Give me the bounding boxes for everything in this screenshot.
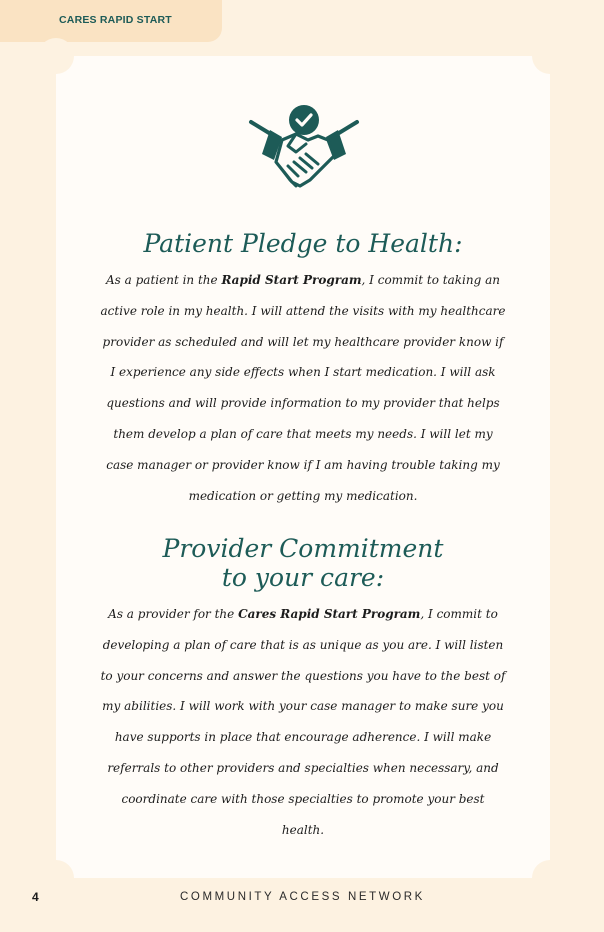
card-corner-notch <box>532 38 568 74</box>
handshake-with-checkmark-icon <box>248 100 360 196</box>
page-number: 4 <box>32 890 39 904</box>
provider-commitment-title <box>56 534 550 592</box>
organization-name: COMMUNITY ACCESS NETWORK <box>180 891 425 903</box>
patient-pledge-text: As a patient in the Rapid Start Program, I commit to taking an active role in my health. I will attend the visits with my healthcare provider as scheduled and will let my healthcare provider know if I experience any side effects when I start medication. I will ask questions and will provide information to my provider that helps them develop a plan of care that meets my needs. I will let my case manager or provider know if I am having trouble taking my medication or getting my medication. <box>100 273 506 503</box>
program-name: Rapid Start Program <box>221 273 362 287</box>
provider-commitment-text: As a provider for the Cares Rapid Start Program, I commit to developing a plan of care that is as unique as you are. I will listen to your concerns and answer the questions you have to the best of my abilities. I will work with your case manager to make sure you have supports in place that encourage adherence. I will make referrals to other providers and specialties when necessary, and coordinate care with those specialties to promote your best health. <box>100 607 506 837</box>
program-name: Cares Rapid Start Program <box>238 607 421 621</box>
card-corner-notch <box>38 860 74 896</box>
provider-commitment-title-line2: to your care: <box>221 563 385 592</box>
patient-pledge-title: Patient Pledge to Health: <box>143 229 463 258</box>
provider-commitment-title-line1: Provider Commitment <box>162 534 444 563</box>
card-corner-notch <box>532 860 568 896</box>
section-label: CARES RAPID START <box>59 14 172 26</box>
card-corner-notch <box>38 38 74 74</box>
content-card <box>56 56 550 878</box>
header-tab <box>0 0 222 42</box>
